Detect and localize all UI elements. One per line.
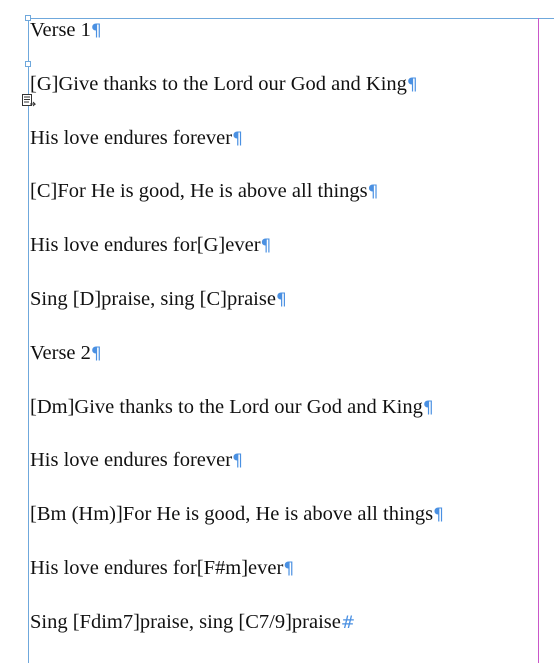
lyric-line-text: Verse 2 <box>30 341 91 364</box>
paragraph-mark: ¶ <box>90 343 102 364</box>
paragraph-mark: ¶ <box>283 558 295 579</box>
lyric-line[interactable] <box>30 445 444 499</box>
paragraph-mark: ¶ <box>422 397 434 418</box>
lyric-line[interactable] <box>30 553 444 607</box>
lyric-line[interactable] <box>30 338 444 392</box>
lyric-line[interactable] <box>30 15 444 69</box>
lyric-line[interactable] <box>30 69 444 123</box>
lyric-line[interactable] <box>30 392 444 446</box>
lyric-line[interactable] <box>30 230 444 284</box>
lyric-line-text: His love endures forever <box>30 449 233 472</box>
lyric-line-text: Verse 1 <box>30 19 91 41</box>
text-frame-left-edge <box>28 18 29 663</box>
paragraph-mark: ¶ <box>260 236 272 257</box>
lyric-line[interactable] <box>30 499 444 553</box>
lyric-line-text: Sing [D]praise, sing [C]praise <box>30 287 276 310</box>
paragraph-mark: ¶ <box>433 505 444 526</box>
paragraph-mark: ¶ <box>90 21 102 41</box>
lyric-line[interactable] <box>30 176 444 230</box>
lyrics-text-frame[interactable] <box>30 15 444 661</box>
paragraph-mark: ¶ <box>406 74 418 95</box>
lyric-line-text: Sing [Fdim7]praise, sing [C7/9]praise <box>30 610 341 633</box>
paragraph-mark: ¶ <box>232 451 243 472</box>
margin-guide-right <box>538 18 539 663</box>
lyric-line-text: His love endures for[F#m]ever <box>30 556 284 579</box>
end-of-story-mark: # <box>340 612 356 633</box>
lyric-line[interactable] <box>30 123 444 177</box>
lyric-line[interactable] <box>30 607 444 661</box>
paragraph-mark: ¶ <box>275 289 287 310</box>
lyric-line-text: His love endures forever <box>30 126 233 149</box>
lyric-line-text: [C]For He is good, He is above all things <box>30 180 368 203</box>
lyric-line-text: [Dm]Give thanks to the Lord our God and King <box>30 395 423 418</box>
paragraph-mark: ¶ <box>367 182 379 203</box>
lyric-line[interactable] <box>30 284 444 338</box>
lyric-line-text: [Bm (Hm)]For He is good, He is above all things <box>30 503 434 526</box>
lyric-line-text: His love endures for[G]ever <box>30 234 261 257</box>
paragraph-mark: ¶ <box>232 128 243 149</box>
lyric-line-text: [G]Give thanks to the Lord our God and King <box>30 72 407 95</box>
